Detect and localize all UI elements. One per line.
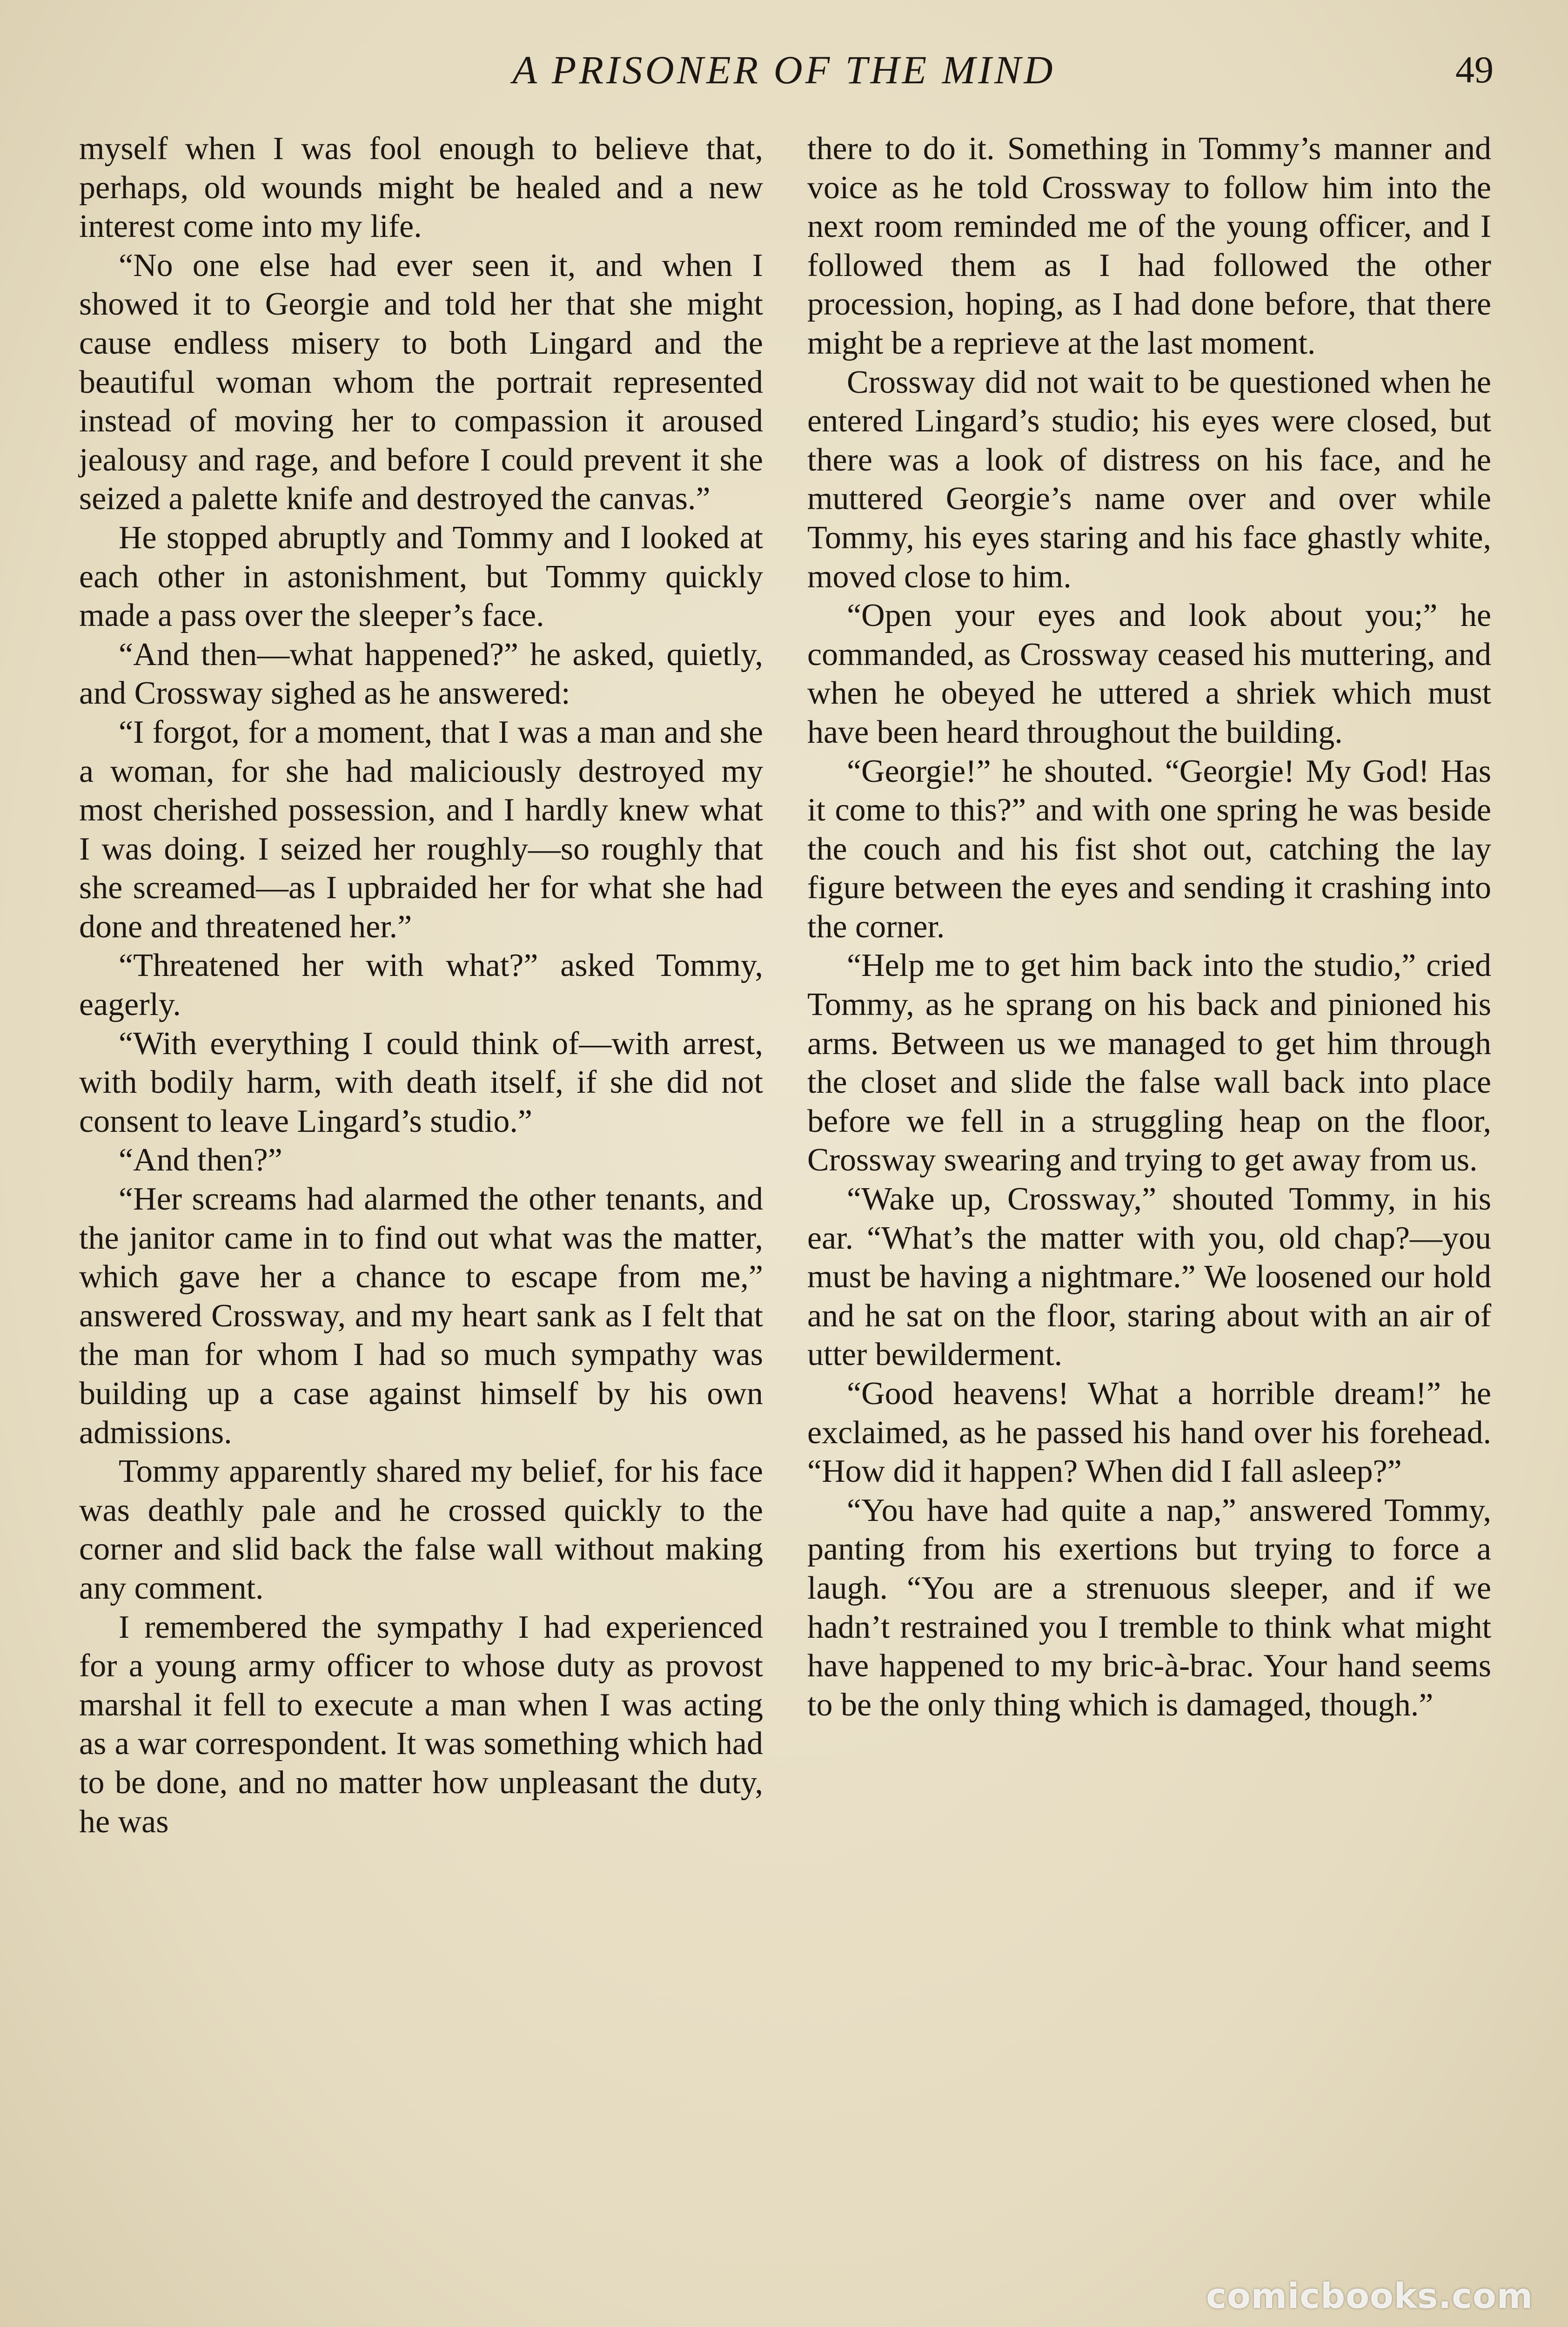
paragraph: “Open your eyes and look about you;” he commanded, as Crossway ceased his muttering, and when he obeyed he uttered a shriek which must have been heard throughout the building.: [807, 598, 1491, 750]
paragraph: myself when I was fool enough to believe that, perhaps, old wounds might be healed and a new interest come into my life.: [79, 131, 763, 245]
paragraph: “Georgie!” he shouted. “Georgie! My God! Has it come to this?” and with one spring he was beside the couch and his fist shot out, catching the lay figure between the eyes and sending it crashing into the corner.: [807, 753, 1491, 945]
paragraph: “Wake up, Crossway,” shouted Tommy, in his ear. “What’s the matter with you, old chap?—you must be having a nightmare.” We loosened our hold and he sat on the floor, staring about with an air of utter bewilderment.: [807, 1181, 1491, 1373]
paragraph: “I forgot, for a moment, that I was a man and she a woman, for she had maliciously destroyed my most cherished possession, and I hardly knew what I was doing. I seized her roughly—so roughly that she screamed—as I upbraided her for what she had done and threatened her.”: [79, 714, 763, 945]
paragraph: “Her screams had alarmed the other tenants, and the janitor came in to find out what was the matter, which gave her a chance to escape from me,” answered Crossway, and my heart sank as I felt that the man for whom I had so much sympathy was building up a case against himself by his own admissions.: [79, 1181, 763, 1451]
paragraph: there to do it. Something in Tommy’s manner and voice as he told Crossway to follow him into the next room reminded me of the young officer, and I followed them as I had followed the other procession, hoping, as I had done before, that there might be a reprieve at the last moment.: [807, 131, 1491, 361]
paragraph: “And then?”: [119, 1142, 282, 1178]
paragraph: “And then—what happened?” he asked, quietly, and Crossway sighed as he answered:: [79, 636, 763, 712]
paragraph: He stopped abruptly and Tommy and I looked at each other in astonishment, but Tommy quickly made a pass over the sleeper’s face.: [79, 519, 763, 634]
paragraph: “You have had quite a nap,” answered Tommy, panting from his exertions but trying to force a laugh. “You are a strenuous sleeper, and if we hadn’t restrained you I tremble to think what might have happened to my bric-à-brac. Your hand seems to be the only thing which is damaged, though.”: [807, 1492, 1491, 1723]
watermark: comicbooks.com: [1206, 2276, 1533, 2316]
paragraph: Tommy apparently shared my belief, for his face was deathly pale and he crossed quickly to the corner and slid back the false wall without making any comment.: [79, 1453, 763, 1606]
page-number: 49: [1455, 48, 1494, 91]
paragraph: I remembered the sympathy I had experienced for a young army officer to whose duty as provost marshal it fell to execute a man when I was acting as a war correspondent. It was something which had to be done, and no matter how unpleasant the duty, he was: [79, 1609, 763, 1840]
paragraph: “With everything I could think of—with arrest, with bodily harm, with death itself, if she did not consent to leave Lingard’s studio.”: [79, 1025, 763, 1139]
paragraph: “Threatened her with what?” asked Tommy, eagerly.: [79, 948, 763, 1023]
paragraph: “Good heavens! What a horrible dream!” he exclaimed, as he passed his hand over his forehead. “How did it happen? When did I fall asleep?”: [807, 1376, 1491, 1490]
paragraph: “No one else had ever seen it, and when I showed it to Georgie and told her that she might cause endless misery to both Lingard and the beautiful woman whom the portrait represented instead of moving her to compassion it aroused jealousy and rage, and before I could prevent it she seized a palette knife and destroyed the canvas.”: [79, 247, 763, 517]
right-column: [807, 129, 1491, 2298]
left-column: [79, 129, 763, 2298]
page-header: [0, 44, 1568, 100]
paragraph: Crossway did not wait to be questioned when he entered Lingard’s studio; his eyes were closed, but there was a look of distress on his face, and he muttered Georgie’s name over and over while Tommy, his eyes staring and his face ghastly white, moved close to him.: [807, 364, 1491, 595]
paragraph: “Help me to get him back into the studio,” cried Tommy, as he sprang on his back and pinioned his arms. Between us we managed to get him through the closet and slide the false wall back into place before we fell in a struggling heap on the floor, Crossway swearing and trying to get away from us.: [807, 948, 1491, 1178]
running-title: A PRISONER OF THE MIND: [512, 47, 1056, 92]
